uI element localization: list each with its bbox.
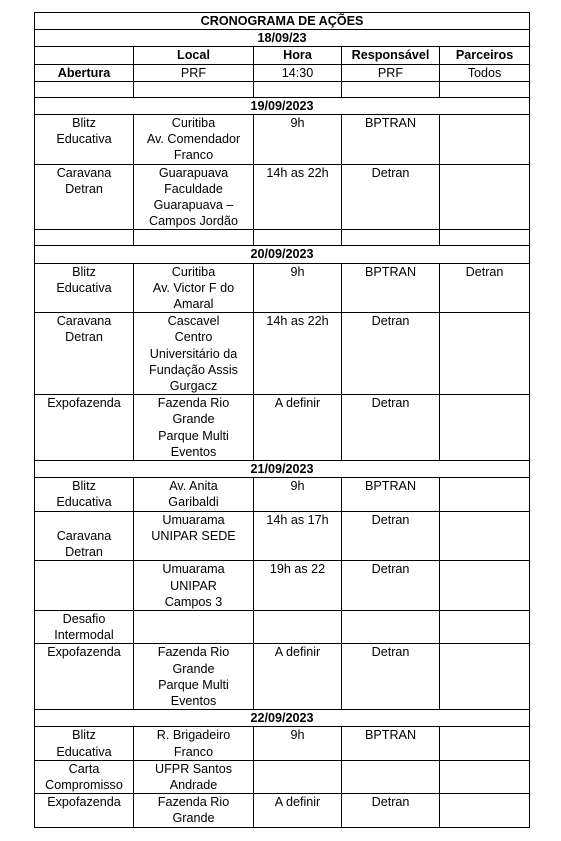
responsavel-text: Detran <box>371 645 410 660</box>
hora-cell <box>254 511 342 561</box>
local-text: Eventos <box>170 693 217 708</box>
table-row <box>35 395 530 461</box>
acao-text: Blitz <box>72 116 96 131</box>
local-text: Universitário da <box>149 346 238 361</box>
spacer-row <box>35 230 530 246</box>
local-text: Curitiba <box>171 264 216 279</box>
local-text: Guarapuava – <box>153 198 234 213</box>
responsavel-cell <box>342 478 440 511</box>
acao-text: Caravana <box>56 165 112 180</box>
local-text: Parque Multi <box>158 677 229 692</box>
spacer-cell <box>35 230 134 246</box>
opening-responsavel: PRF <box>342 64 440 81</box>
day-date: 20/09/2023 <box>35 246 530 263</box>
schedule-table <box>34 12 530 828</box>
acao-cell <box>35 561 134 611</box>
hora-cell <box>254 164 342 230</box>
hora-cell <box>254 561 342 611</box>
hora-cell <box>254 263 342 313</box>
local-text: Eventos <box>170 444 217 459</box>
hora-text: 9h <box>290 264 305 279</box>
hora-text: A definir <box>274 795 321 810</box>
parceiros-cell <box>440 760 530 793</box>
responsavel-cell <box>342 760 440 793</box>
acao-cell <box>35 115 134 165</box>
local-text: Parque Multi <box>158 428 229 443</box>
hora-cell <box>254 727 342 760</box>
acao-text: Blitz <box>72 264 96 279</box>
acao-text: Expofazenda <box>47 795 121 810</box>
spacer-cell <box>134 81 254 97</box>
acao-cell <box>35 478 134 511</box>
table-row <box>35 727 530 760</box>
responsavel-cell <box>342 794 440 827</box>
local-text: Av. Victor F do <box>152 280 235 295</box>
hora-text: A definir <box>274 396 321 411</box>
local-text: Fazenda Rio <box>157 645 230 660</box>
hora-text: A definir <box>274 645 321 660</box>
spacer-cell <box>134 230 254 246</box>
header-hora: Hora <box>254 47 342 64</box>
table-row <box>35 164 530 230</box>
hora-cell <box>254 644 342 710</box>
responsavel-cell <box>342 395 440 461</box>
local-cell <box>134 760 254 793</box>
parceiros-text: Detran <box>465 264 504 279</box>
hora-cell <box>254 610 342 643</box>
local-cell <box>134 511 254 561</box>
acao-text: Detran <box>65 181 103 196</box>
responsavel-cell <box>342 313 440 395</box>
acao-cell <box>35 760 134 793</box>
acao-cell <box>35 263 134 313</box>
day-date-row <box>35 710 530 727</box>
spacer-cell <box>35 81 134 97</box>
acao-text: Expofazenda <box>47 396 121 411</box>
hora-cell <box>254 760 342 793</box>
acao-text: Blitz <box>72 479 96 494</box>
hora-cell <box>254 794 342 827</box>
schedule-document <box>34 12 529 828</box>
responsavel-cell <box>342 263 440 313</box>
hora-text: 9h <box>290 479 305 494</box>
responsavel-cell <box>342 561 440 611</box>
acao-text <box>37 512 131 528</box>
table-row <box>35 313 530 395</box>
parceiros-cell <box>440 395 530 461</box>
acao-text: Caravana <box>56 528 112 543</box>
header-responsavel: Responsável <box>342 47 440 64</box>
responsavel-cell <box>342 610 440 643</box>
acao-text: Blitz <box>72 728 96 743</box>
local-cell <box>134 727 254 760</box>
responsavel-text: Detran <box>371 512 410 527</box>
local-text: Av. Anita <box>169 479 218 494</box>
day-date: 22/09/2023 <box>35 710 530 727</box>
local-text: Cascavel <box>167 314 220 329</box>
parceiros-cell <box>440 794 530 827</box>
parceiros-cell <box>440 561 530 611</box>
local-text: Grande <box>172 811 215 826</box>
local-text: Gurgacz <box>169 379 218 394</box>
spacer-cell <box>254 230 342 246</box>
spacer-cell <box>342 230 440 246</box>
responsavel-cell <box>342 164 440 230</box>
local-text: Campos Jordão <box>149 214 238 229</box>
table-row <box>35 610 530 643</box>
acao-cell <box>35 395 134 461</box>
responsavel-text: BPTRAN <box>364 264 417 279</box>
header-acao <box>35 47 134 64</box>
responsavel-text: BPTRAN <box>364 479 417 494</box>
header-parceiros: Parceiros <box>440 47 530 64</box>
local-cell <box>134 610 254 643</box>
acao-cell <box>35 164 134 230</box>
day-date: 21/09/2023 <box>35 461 530 478</box>
acao-cell <box>35 727 134 760</box>
spacer-cell <box>440 230 530 246</box>
parceiros-cell <box>440 644 530 710</box>
parceiros-cell <box>440 164 530 230</box>
table-row <box>35 561 530 611</box>
hora-text: 9h <box>290 116 305 131</box>
responsavel-text: BPTRAN <box>364 116 417 131</box>
hora-text: 14h as 22h <box>266 314 329 329</box>
hora-cell <box>254 115 342 165</box>
local-text: Grande <box>172 661 215 676</box>
parceiros-cell <box>440 115 530 165</box>
table-title: CRONOGRAMA DE AÇÕES <box>35 13 530 30</box>
opening-label: Abertura <box>35 64 134 81</box>
responsavel-cell <box>342 115 440 165</box>
acao-text: Educativa <box>56 744 112 759</box>
acao-text: Expofazenda <box>47 645 121 660</box>
hora-text: 9h <box>290 728 305 743</box>
acao-text: Desafio <box>62 611 106 626</box>
local-text: R. Brigadeiro <box>156 728 231 743</box>
responsavel-text: BPTRAN <box>364 728 417 743</box>
day-date-row <box>35 461 530 478</box>
local-text: Grande <box>172 412 215 427</box>
opening-date-row <box>35 30 530 47</box>
table-row <box>35 644 530 710</box>
local-cell <box>134 794 254 827</box>
responsavel-text: Detran <box>371 314 410 329</box>
schedule-table-body <box>35 13 530 828</box>
hora-text: 14h as 22h <box>266 165 329 180</box>
day-date: 19/09/2023 <box>35 97 530 114</box>
day-date-row <box>35 246 530 263</box>
table-row <box>35 478 530 511</box>
title-row <box>35 13 530 30</box>
local-text: Campos 3 <box>164 594 223 609</box>
spacer-cell <box>342 81 440 97</box>
opening-parceiros: Todos <box>440 64 530 81</box>
local-text: Umuarama <box>162 562 225 577</box>
local-cell <box>134 115 254 165</box>
parceiros-cell <box>440 511 530 561</box>
table-row <box>35 794 530 827</box>
local-text: UNIPAR SEDE <box>151 528 236 543</box>
acao-cell <box>35 644 134 710</box>
local-text: Faculdade <box>164 181 223 196</box>
spacer-row <box>35 81 530 97</box>
responsavel-text: Detran <box>371 165 410 180</box>
local-text: Guarapuava <box>158 165 229 180</box>
parceiros-cell <box>440 263 530 313</box>
acao-cell <box>35 511 134 561</box>
opening-hora: 14:30 <box>254 64 342 81</box>
local-text: Umuarama <box>162 512 225 527</box>
local-text: Av. Comendador <box>146 132 241 147</box>
local-cell <box>134 644 254 710</box>
responsavel-cell <box>342 727 440 760</box>
local-text: Andrade <box>169 777 218 792</box>
hora-cell <box>254 395 342 461</box>
acao-text: Carta <box>68 761 100 776</box>
spacer-cell <box>254 81 342 97</box>
local-text: UFPR Santos <box>155 761 232 776</box>
local-text: Franco <box>173 148 214 163</box>
local-cell <box>134 263 254 313</box>
local-cell <box>134 313 254 395</box>
hora-cell <box>254 313 342 395</box>
table-row <box>35 760 530 793</box>
local-text: Curitiba <box>171 116 216 131</box>
local-text: Amaral <box>173 297 214 312</box>
parceiros-cell <box>440 610 530 643</box>
hora-cell <box>254 478 342 511</box>
acao-text: Intermodal <box>54 628 114 643</box>
local-cell <box>134 561 254 611</box>
responsavel-cell <box>342 511 440 561</box>
acao-text: Educativa <box>56 495 112 510</box>
header-row <box>35 47 530 64</box>
acao-cell <box>35 313 134 395</box>
spacer-cell <box>440 81 530 97</box>
parceiros-cell <box>440 478 530 511</box>
acao-text: Educativa <box>56 132 112 147</box>
local-text: Centro <box>174 330 213 345</box>
table-row <box>35 115 530 165</box>
local-cell <box>134 478 254 511</box>
local-text: Fazenda Rio <box>157 795 230 810</box>
local-text: Fazenda Rio <box>157 396 230 411</box>
local-text: Fundação Assis <box>149 362 238 377</box>
local-text: UNIPAR <box>170 578 217 593</box>
acao-text: Educativa <box>56 280 112 295</box>
local-cell <box>134 164 254 230</box>
local-text: Franco <box>173 744 214 759</box>
acao-cell <box>35 794 134 827</box>
local-cell <box>134 395 254 461</box>
opening-row <box>35 64 530 81</box>
hora-text: 19h as 22 <box>269 562 326 577</box>
opening-date: 18/09/23 <box>35 30 530 47</box>
opening-local: PRF <box>134 64 254 81</box>
responsavel-text: Detran <box>371 562 410 577</box>
hora-text: 14h as 17h <box>266 512 329 527</box>
table-row <box>35 263 530 313</box>
responsavel-text: Detran <box>371 795 410 810</box>
acao-text: Compromisso <box>45 777 123 792</box>
acao-text: Detran <box>65 545 103 560</box>
acao-text: Detran <box>65 330 103 345</box>
header-local: Local <box>134 47 254 64</box>
parceiros-cell <box>440 727 530 760</box>
table-row <box>35 511 530 561</box>
local-text: Garibaldi <box>168 495 219 510</box>
acao-text: Caravana <box>56 314 112 329</box>
responsavel-text: Detran <box>371 396 410 411</box>
acao-cell <box>35 610 134 643</box>
day-date-row <box>35 97 530 114</box>
parceiros-cell <box>440 313 530 395</box>
responsavel-cell <box>342 644 440 710</box>
